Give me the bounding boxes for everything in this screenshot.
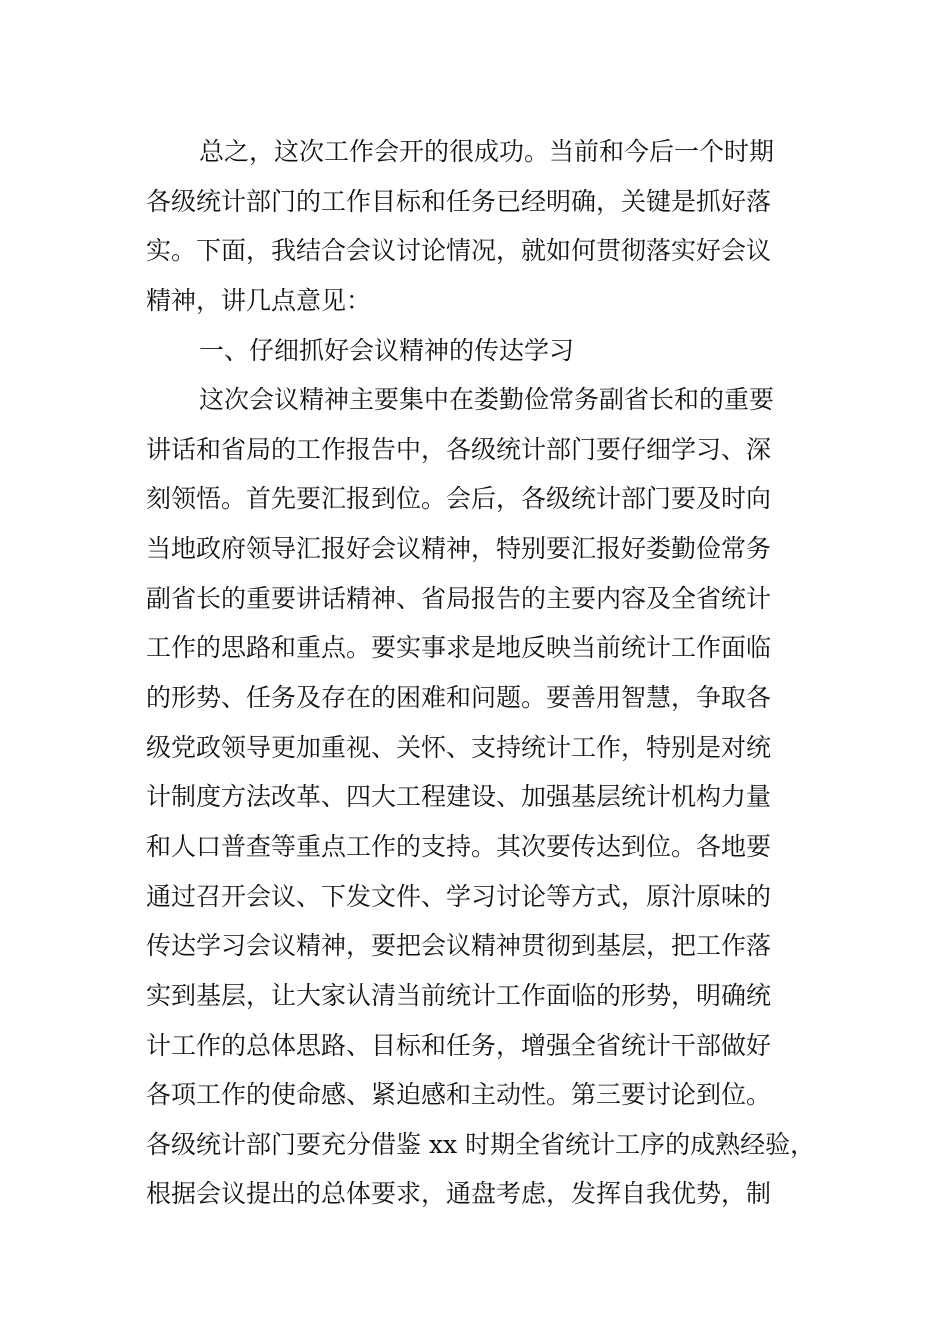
- paragraph-line: 计工作的总体思路、目标和任务，增强全省统计干部做好: [146, 1030, 772, 1060]
- paragraph-line: 通过召开会议、下发文件、学习讨论等方式，原汁原味的: [146, 881, 772, 911]
- paragraph-line: 各项工作的使命感、紧迫感和主动性。第三要讨论到位。: [146, 1080, 772, 1110]
- paragraph-line: 级党政领导更加重视、关怀、支持统计工作，特别是对统: [146, 732, 772, 762]
- paragraph-line: 的形势、任务及存在的困难和问题。要善用智慧，争取各: [146, 683, 772, 713]
- paragraph-line: 传达学习会议精神，要把会议精神贯彻到基层，把工作落: [146, 931, 772, 961]
- paragraph-line: 实到基层，让大家认清当前统计工作面临的形势，明确统: [146, 980, 772, 1010]
- document-body: [146, 127, 816, 1219]
- paragraph-line: 计制度方法改革、四大工程建设、加强基层统计机构力量: [146, 782, 772, 812]
- paragraph-line: 总之，这次工作会开的很成功。当前和今后一个时期: [199, 137, 775, 166]
- paragraph-line: 讲话和省局的工作报告中，各级统计部门要仔细学习、深: [146, 434, 772, 464]
- paragraph-line: 精神，讲几点意见：: [146, 285, 372, 315]
- paragraph-line: 各级统计部门的工作目标和任务已经明确，关键是抓好落: [146, 186, 772, 216]
- paragraph-line: 实。下面，我结合会议讨论情况，就如何贯彻落实好会议: [146, 236, 772, 266]
- section-heading: 一、仔细抓好会议精神的传达学习: [199, 335, 575, 365]
- paragraph-line: 当地政府领导汇报好会议精神，特别要汇报好娄勤俭常务: [146, 534, 772, 564]
- paragraph-line: 这次会议精神主要集中在娄勤俭常务副省长和的重要: [199, 385, 775, 415]
- paragraph-line: 各级统计部门要充分借鉴 xx 时期全省统计工序的成熟经验，: [146, 1129, 816, 1159]
- paragraph-line: 副省长的重要讲话精神、省局报告的主要内容及全省统计: [146, 583, 772, 613]
- paragraph-line: 和人口普查等重点工作的支持。其次要传达到位。各地要: [146, 831, 772, 861]
- paragraph-line: 根据会议提出的总体要求，通盘考虑，发挥自我优势，制: [146, 1179, 772, 1209]
- paragraph-line: 刻领悟。首先要汇报到位。会后，各级统计部门要及时向: [146, 484, 772, 514]
- paragraph-line: 工作的思路和重点。要实事求是地反映当前统计工作面临: [146, 633, 772, 663]
